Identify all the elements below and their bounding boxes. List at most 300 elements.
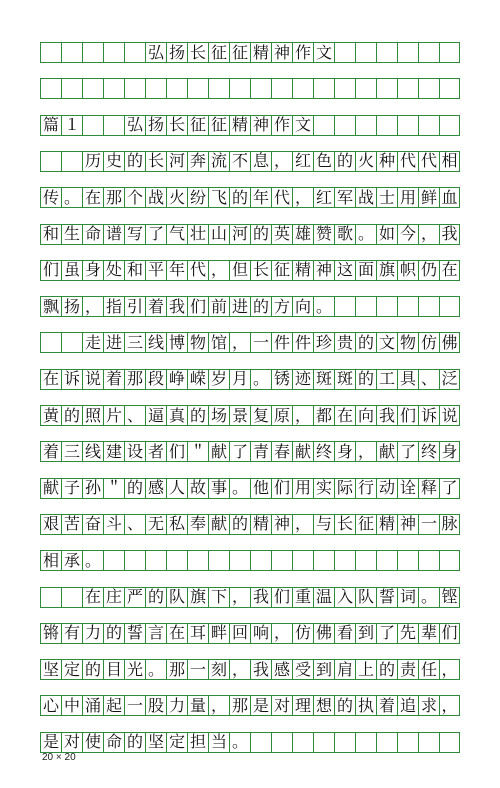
grid-cell: 温 — [313, 588, 334, 607]
grid-cell: 了 — [376, 624, 397, 643]
grid-cell: 在 — [82, 188, 103, 207]
grid-cell — [397, 116, 418, 135]
grid-cell: 年 — [250, 188, 271, 207]
grid-cell — [418, 79, 439, 98]
grid-cell: ， — [439, 696, 460, 715]
grid-cell — [271, 79, 292, 98]
grid-row — [40, 187, 460, 208]
grid-cell — [82, 79, 103, 98]
grid-cell: 们 — [271, 588, 292, 607]
grid-cell: 岁 — [208, 370, 229, 389]
grid-cell: 神 — [250, 116, 271, 135]
grid-cell: １ — [61, 116, 82, 135]
grid-cell: 先 — [397, 624, 418, 643]
grid-cell: 响 — [250, 624, 271, 643]
grid-cell — [40, 333, 61, 352]
grid-cell: 长 — [187, 43, 208, 62]
grid-cell: 神 — [397, 515, 418, 534]
grid-cell: 引 — [124, 297, 145, 316]
grid-cell: 用 — [292, 479, 313, 498]
grid-row — [40, 42, 460, 63]
grid-cell: 想 — [313, 696, 334, 715]
grid-cell — [376, 733, 397, 752]
grid-cell: 是 — [250, 696, 271, 715]
grid-cell: 任 — [418, 660, 439, 679]
grid-cell: 。 — [313, 297, 334, 316]
grid-cell — [208, 79, 229, 98]
grid-cell — [271, 551, 292, 570]
grid-row — [40, 151, 460, 172]
grid-cell: 坚 — [145, 733, 166, 752]
grid-cell: ， — [208, 696, 229, 715]
grid-row — [40, 369, 460, 390]
grid-cell: 的 — [82, 660, 103, 679]
grid-cell: ＂ — [103, 479, 124, 498]
grid-cell: 辈 — [418, 624, 439, 643]
grid-cell: 、 — [124, 406, 145, 425]
grid-cell: 今 — [397, 225, 418, 244]
grid-cell: 当 — [208, 733, 229, 752]
grid-cell — [229, 551, 250, 570]
grid-cell: 在 — [439, 261, 460, 280]
grid-cell: 下 — [208, 588, 229, 607]
grid-cell: 珍 — [313, 333, 334, 352]
grid-cell — [124, 79, 145, 98]
grid-cell: 河 — [229, 225, 250, 244]
grid-cell: 的 — [334, 696, 355, 715]
grid-cell: 的 — [187, 406, 208, 425]
grid-cell: ， — [292, 188, 313, 207]
grid-cell: 实 — [313, 479, 334, 498]
grid-cell: 们 — [271, 479, 292, 498]
grid-cell: 到 — [313, 660, 334, 679]
grid-cell: 献 — [40, 479, 61, 498]
grid-cell: 着 — [145, 297, 166, 316]
grid-cell — [145, 79, 166, 98]
grid-cell: 的 — [229, 188, 250, 207]
grid-cell: 作 — [271, 116, 292, 135]
grid-cell: 力 — [166, 696, 187, 715]
grid-cell: 物 — [187, 333, 208, 352]
grid-cell: 贵 — [334, 333, 355, 352]
grid-cell: 处 — [103, 261, 124, 280]
grid-cell: 征 — [208, 43, 229, 62]
grid-cell: 不 — [229, 152, 250, 171]
grid-cell: 色 — [313, 152, 334, 171]
grid-row — [40, 332, 460, 353]
grid-cell: ， — [355, 442, 376, 461]
grid-cell: 篇 — [40, 116, 61, 135]
grid-cell: 工 — [376, 370, 397, 389]
grid-cell: 一 — [250, 333, 271, 352]
grid-cell — [40, 43, 61, 62]
grid-cell: 史 — [103, 152, 124, 171]
grid-cell: 复 — [250, 406, 271, 425]
grid-cell: 件 — [292, 333, 313, 352]
grid-cell: 求 — [418, 696, 439, 715]
grid-cell: 场 — [208, 406, 229, 425]
grid-cell: 青 — [250, 442, 271, 461]
grid-cell: 文 — [292, 116, 313, 135]
grid-cell: 起 — [103, 696, 124, 715]
grid-cell: 征 — [229, 43, 250, 62]
grid-cell: 代 — [397, 152, 418, 171]
grid-cell: 战 — [355, 188, 376, 207]
grid-cell — [187, 551, 208, 570]
grid-cell: 们 — [439, 624, 460, 643]
grid-cell: 嵘 — [187, 370, 208, 389]
grid-cell: 代 — [418, 152, 439, 171]
grid-cell: 红 — [292, 152, 313, 171]
grid-cell: 的 — [355, 370, 376, 389]
grid-cell: 前 — [208, 297, 229, 316]
grid-cell: 方 — [271, 297, 292, 316]
grid-cell — [124, 551, 145, 570]
grid-cell: 和 — [40, 225, 61, 244]
grid-cell: 斑 — [313, 370, 334, 389]
grid-cell: 代 — [271, 188, 292, 207]
grid-cell: 征 — [187, 116, 208, 135]
grid-cell: 纷 — [187, 188, 208, 207]
grid-cell — [355, 551, 376, 570]
grid-cell — [418, 297, 439, 316]
grid-cell: 在 — [82, 588, 103, 607]
grid-cell: 但 — [229, 261, 250, 280]
grid-cell: 雄 — [292, 225, 313, 244]
grid-cell — [61, 333, 82, 352]
grid-cell — [397, 297, 418, 316]
grid-cell: 誓 — [124, 624, 145, 643]
grid-cell — [355, 79, 376, 98]
grid-cell — [418, 733, 439, 752]
grid-cell: 那 — [166, 660, 187, 679]
grid-cell — [40, 79, 61, 98]
grid-cell: 子 — [61, 479, 82, 498]
grid-cell: 在 — [166, 624, 187, 643]
grid-cell — [439, 116, 460, 135]
grid-cell: 谱 — [103, 225, 124, 244]
grid-cell: 在 — [40, 370, 61, 389]
grid-cell: 原 — [271, 406, 292, 425]
grid-cell: 献 — [376, 442, 397, 461]
grid-cell: 精 — [376, 515, 397, 534]
grid-cell: 长 — [145, 152, 166, 171]
grid-cell: 山 — [208, 225, 229, 244]
grid-cell: 线 — [145, 333, 166, 352]
grid-cell: 片 — [103, 406, 124, 425]
grid-cell: 有 — [61, 624, 82, 643]
grid-cell: 和 — [124, 261, 145, 280]
grid-cell: 脉 — [439, 515, 460, 534]
grid-cell — [334, 43, 355, 62]
grid-cell: 了 — [397, 442, 418, 461]
grid-cell: 的 — [334, 152, 355, 171]
grid-cell: 用 — [397, 188, 418, 207]
grid-cell: 刻 — [208, 660, 229, 679]
grid-cell — [61, 588, 82, 607]
grid-cell — [376, 297, 397, 316]
grid-cell: 目 — [103, 660, 124, 679]
grid-cell: 扬 — [166, 43, 187, 62]
grid-cell: 献 — [292, 442, 313, 461]
grid-cell — [439, 551, 460, 570]
grid-cell: 力 — [82, 624, 103, 643]
grid-cell: 光 — [124, 660, 145, 679]
grid-cell: 年 — [166, 261, 187, 280]
grid-cell: 了 — [229, 442, 250, 461]
grid-cell: 奉 — [187, 515, 208, 534]
grid-row — [40, 405, 460, 426]
grid-cell: 历 — [82, 152, 103, 171]
grid-cell: 私 — [166, 515, 187, 534]
grid-cell: 那 — [229, 696, 250, 715]
grid-cell — [61, 43, 82, 62]
grid-cell — [61, 152, 82, 171]
grid-cell: 的 — [229, 515, 250, 534]
grid-cell — [355, 733, 376, 752]
grid-cell: 事 — [208, 479, 229, 498]
grid-cell: 我 — [439, 225, 460, 244]
grid-cell: 写 — [124, 225, 145, 244]
grid-cell: ， — [208, 261, 229, 280]
grid-cell: 飘 — [40, 297, 61, 316]
grid-cell: 严 — [124, 588, 145, 607]
grid-cell: 着 — [376, 696, 397, 715]
grid-cell: 说 — [82, 370, 103, 389]
grid-cell: 作 — [292, 43, 313, 62]
grid-cell: 歌 — [334, 225, 355, 244]
grid-cell: 都 — [313, 406, 334, 425]
grid-cell: 军 — [334, 188, 355, 207]
grid-cell — [103, 551, 124, 570]
grid-cell: 看 — [334, 624, 355, 643]
grid-cell: 佛 — [313, 624, 334, 643]
grid-cell: 的 — [124, 733, 145, 752]
grid-cell: 心 — [40, 696, 61, 715]
grid-row — [40, 623, 460, 644]
grid-cell — [334, 79, 355, 98]
grid-cell — [250, 551, 271, 570]
grid-cell: 。 — [229, 479, 250, 498]
grid-cell: 息 — [250, 152, 271, 171]
grid-cell: 庄 — [103, 588, 124, 607]
grid-cell: 命 — [103, 733, 124, 752]
grid-cell: 三 — [124, 333, 145, 352]
grid-cell: 感 — [271, 660, 292, 679]
grid-cell: 平 — [145, 261, 166, 280]
grid-cell: 耳 — [187, 624, 208, 643]
grid-cell: 泛 — [439, 370, 460, 389]
grid-cell: 长 — [334, 515, 355, 534]
grid-cell: 们 — [397, 406, 418, 425]
grid-cell: 锈 — [271, 370, 292, 389]
grid-cell: 是 — [40, 733, 61, 752]
grid-cell: 相 — [439, 152, 460, 171]
grid-cell: 那 — [103, 188, 124, 207]
grid-cell: 流 — [208, 152, 229, 171]
grid-cell: 执 — [355, 696, 376, 715]
grid-cell: 士 — [376, 188, 397, 207]
grid-cell — [145, 551, 166, 570]
grid-cell: 诠 — [397, 479, 418, 498]
grid-cell: 迹 — [292, 370, 313, 389]
grid-cell: 的 — [103, 624, 124, 643]
grid-cell — [250, 733, 271, 752]
grid-cell — [334, 733, 355, 752]
grid-cell: 无 — [145, 515, 166, 534]
grid-cell — [439, 733, 460, 752]
grid-cell: 生 — [61, 225, 82, 244]
grid-cell: 的 — [124, 479, 145, 498]
grid-cell: 传 — [40, 188, 61, 207]
grid-cell: 追 — [397, 696, 418, 715]
grid-cell: 。 — [82, 551, 103, 570]
grid-cell: 动 — [376, 479, 397, 498]
grid-cell: 在 — [334, 406, 355, 425]
grid-cell: 种 — [376, 152, 397, 171]
grid-cell: 苦 — [61, 515, 82, 534]
grid-cell: 壮 — [187, 225, 208, 244]
grid-cell — [313, 116, 334, 135]
grid-cell — [82, 116, 103, 135]
grid-cell: ， — [292, 406, 313, 425]
grid-cell: 。 — [250, 370, 271, 389]
grid-cell — [376, 79, 397, 98]
grid-cell — [124, 43, 145, 62]
grid-cell: 身 — [439, 442, 460, 461]
grid-cell — [376, 43, 397, 62]
grid-cell: ＂ — [187, 442, 208, 461]
grid-cell: 涌 — [82, 696, 103, 715]
grid-cell: 受 — [292, 660, 313, 679]
grid-row — [40, 732, 460, 753]
grid-cell: 火 — [166, 188, 187, 207]
grid-cell — [40, 152, 61, 171]
grid-cell: 们 — [166, 442, 187, 461]
grid-cell: 如 — [376, 225, 397, 244]
grid-cell: 的 — [250, 297, 271, 316]
grid-cell — [103, 116, 124, 135]
grid-cell: 上 — [355, 660, 376, 679]
grid-cell: 红 — [313, 188, 334, 207]
grid-cell — [334, 297, 355, 316]
grid-cell: 一 — [187, 660, 208, 679]
grid-cell: 那 — [124, 370, 145, 389]
grid-cell: 说 — [439, 406, 460, 425]
grid-cell — [376, 116, 397, 135]
grid-cell: 对 — [271, 696, 292, 715]
grid-cell: 神 — [271, 43, 292, 62]
grid-cell — [40, 588, 61, 607]
grid-cell: 斑 — [334, 370, 355, 389]
grid-cell: 终 — [418, 442, 439, 461]
grid-cell: 。 — [61, 188, 82, 207]
grid-cell: ， — [271, 152, 292, 171]
grid-cell — [397, 551, 418, 570]
grid-row — [40, 550, 460, 571]
grid-cell: 定 — [61, 660, 82, 679]
grid-cell: 们 — [40, 261, 61, 280]
grid-cell: 。 — [355, 225, 376, 244]
grid-cell: 帜 — [397, 261, 418, 280]
grid-cell: 精 — [229, 116, 250, 135]
grid-cell — [103, 79, 124, 98]
grid-cell: ， — [229, 660, 250, 679]
grid-cell: 件 — [271, 333, 292, 352]
grid-cell: 逼 — [145, 406, 166, 425]
grid-cell: 奋 — [82, 515, 103, 534]
grid-cell: 设 — [124, 442, 145, 461]
grid-cell — [397, 79, 418, 98]
grid-cell — [355, 116, 376, 135]
grid-row — [40, 78, 460, 99]
grid-cell: 感 — [145, 479, 166, 498]
grid-cell: ， — [271, 624, 292, 643]
grid-cell: 线 — [82, 442, 103, 461]
grid-cell: 了 — [439, 479, 460, 498]
grid-cell — [229, 79, 250, 98]
grid-row — [40, 478, 460, 499]
grid-cell — [313, 551, 334, 570]
grid-cell: 。 — [145, 660, 166, 679]
grid-cell: 斗 — [103, 515, 124, 534]
grid-cell: ， — [229, 333, 250, 352]
grid-cell: 誓 — [376, 588, 397, 607]
grid-cell: 的 — [145, 588, 166, 607]
grid-cell: 长 — [166, 116, 187, 135]
grid-cell: 对 — [61, 733, 82, 752]
grid-cell: 扬 — [61, 297, 82, 316]
grid-cell: 代 — [187, 261, 208, 280]
grid-cell — [439, 79, 460, 98]
grid-row — [40, 224, 460, 245]
grid-cell: 我 — [250, 660, 271, 679]
grid-cell: 。 — [229, 733, 250, 752]
grid-cell: 了 — [145, 225, 166, 244]
grid-cell: 指 — [103, 297, 124, 316]
grid-cell — [166, 79, 187, 98]
grid-cell: 命 — [82, 225, 103, 244]
grid-cell: ， — [439, 660, 460, 679]
grid-cell: 一 — [124, 696, 145, 715]
grid-cell: 献 — [208, 515, 229, 534]
grid-cell: ， — [82, 297, 103, 316]
grid-cell: 战 — [145, 188, 166, 207]
grid-cell: 们 — [187, 297, 208, 316]
grid-cell: 佛 — [439, 333, 460, 352]
grid-cell: 入 — [334, 588, 355, 607]
grid-cell — [418, 551, 439, 570]
grid-cell: 火 — [355, 152, 376, 171]
grid-cell — [208, 551, 229, 570]
grid-cell: 我 — [376, 406, 397, 425]
grid-cell: 真 — [166, 406, 187, 425]
grid-size-label: 20 × 20 — [42, 752, 76, 763]
grid-cell: 责 — [397, 660, 418, 679]
grid-cell: 神 — [313, 261, 334, 280]
grid-cell: 博 — [166, 333, 187, 352]
grid-cell: 鲜 — [418, 188, 439, 207]
grid-cell — [250, 79, 271, 98]
grid-cell: 者 — [145, 442, 166, 461]
grid-cell: 三 — [61, 442, 82, 461]
grid-cell: 铿 — [439, 588, 460, 607]
grid-row — [40, 260, 460, 281]
grid-cell: 股 — [145, 696, 166, 715]
grid-row — [40, 514, 460, 535]
grid-cell: 的 — [250, 225, 271, 244]
grid-cell — [439, 297, 460, 316]
